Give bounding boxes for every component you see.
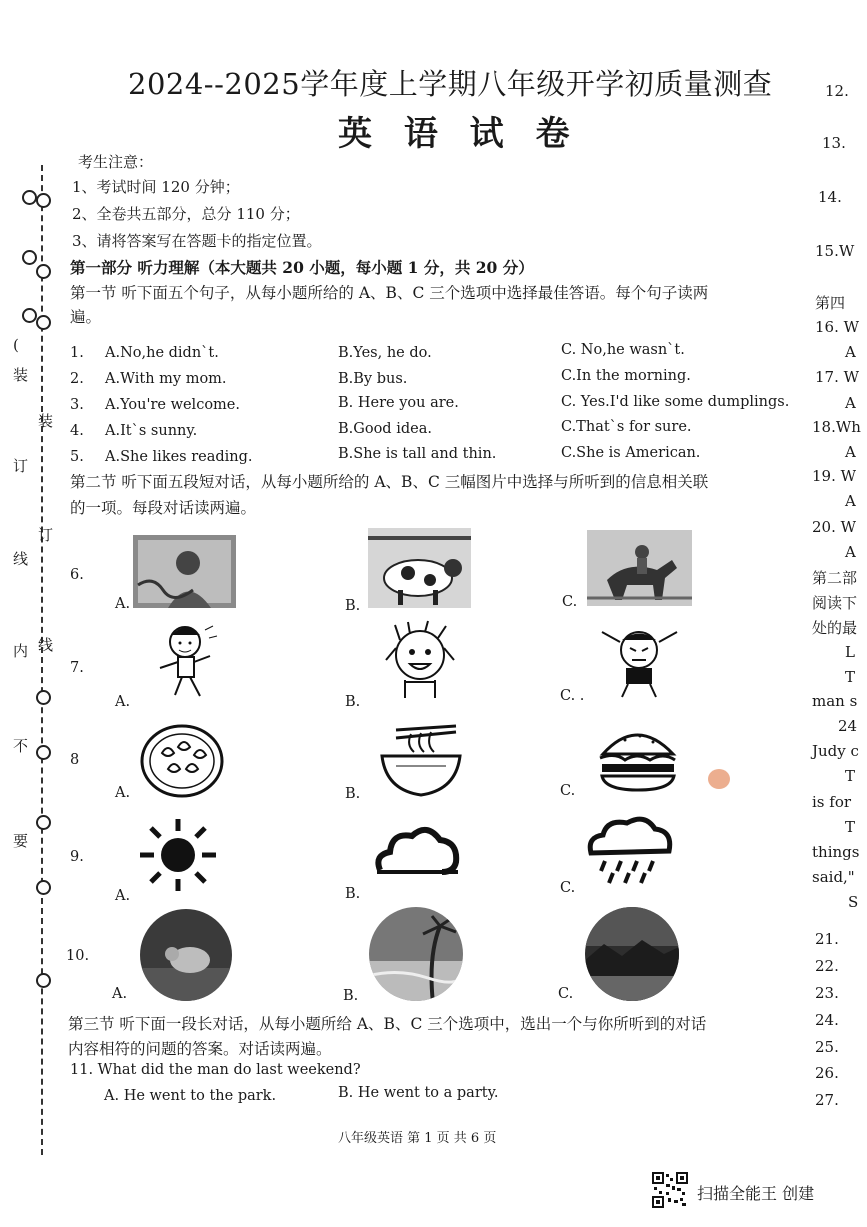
cow-photo-icon	[368, 528, 471, 608]
cut-text: things	[812, 843, 860, 861]
option-a: A. He went to the park.	[104, 1088, 277, 1104]
cut-text: 处的最	[812, 619, 858, 637]
option-b: B. Here you are.	[338, 395, 459, 411]
cut-text: A	[845, 443, 856, 461]
cut-text: S	[848, 893, 859, 911]
option-c: C.	[562, 594, 578, 610]
option-a: A.She likes reading.	[105, 449, 253, 465]
sec2-instruction: 第二节 听下面五段短对话，从每小题所给的 A、B、C 三幅图片中选择与所听到的信息相关联	[70, 473, 709, 491]
binding-hole	[36, 315, 51, 330]
binding-hole	[36, 690, 51, 705]
question-number: 5.	[70, 449, 84, 465]
option-b: B.She is tall and thin.	[338, 446, 497, 462]
option-a: A.With my mom.	[105, 371, 227, 387]
binding-char: 要	[13, 832, 29, 850]
cut-text: 15.W	[815, 242, 855, 260]
sec1-instruction-2: 遍。	[70, 308, 102, 326]
option-c: C.That`s for sure.	[561, 419, 692, 435]
option-c: C.	[560, 783, 576, 799]
cut-text: 20. W	[812, 518, 857, 536]
cut-text: L	[845, 643, 855, 661]
cut-text: 16. W	[815, 318, 860, 336]
sec3-instruction: 第三节 听下面一段长对话，从每小题所给 A、B、C 三个选项中，选出一个与你所听到的对话	[68, 1015, 707, 1033]
cut-text: 13.	[822, 134, 846, 152]
cut-text: A	[845, 394, 856, 412]
question-number: 8	[70, 752, 80, 768]
question-number: 1.	[70, 345, 84, 361]
cut-text: 14.	[818, 188, 842, 206]
binding-char: 线	[13, 550, 29, 568]
option-a: A.	[115, 785, 131, 801]
happy-boy-icon	[380, 620, 460, 700]
cut-text: T	[845, 818, 856, 836]
option-b: B. He went to a party.	[338, 1085, 499, 1101]
question-stem: 11. What did the man do last weekend?	[70, 1062, 361, 1078]
binding-hole	[36, 973, 51, 988]
cut-text: 阅读下	[812, 594, 858, 612]
cut-text: T	[845, 767, 856, 785]
binding-char: (	[13, 336, 19, 354]
question-number: 10.	[66, 948, 90, 964]
rain-icon	[585, 815, 675, 885]
option-b: B.	[345, 598, 361, 614]
binding-hole	[36, 745, 51, 760]
option-b: B.	[345, 694, 361, 710]
dumplings-icon	[140, 723, 225, 798]
option-c: C.In the morning.	[561, 368, 691, 384]
cut-text: man s	[812, 692, 858, 710]
sec3-instruction-2: 内容相符的问题的答案。对话读两遍。	[68, 1040, 332, 1058]
stain-mark	[708, 769, 730, 789]
cut-text: 第四	[815, 294, 846, 312]
cut-text: A	[845, 343, 856, 361]
exam-title: 2024--2025学年度上学期八年级开学初质量测查	[128, 67, 773, 101]
question-number: 4.	[70, 423, 84, 439]
cut-text: is for	[812, 793, 852, 811]
option-a: A.You're welcome.	[105, 397, 240, 413]
scanner-watermark: 扫描全能王 创建	[697, 1184, 815, 1203]
cut-text: 27.	[815, 1091, 839, 1109]
note-item: 3、请将答案写在答题卡的指定位置。	[72, 232, 322, 250]
question-number: 6.	[70, 567, 84, 583]
cut-text: 12.	[825, 82, 849, 100]
option-a: A.	[115, 596, 131, 612]
option-a: A.No,he didn`t.	[105, 345, 219, 361]
option-b: B.	[345, 786, 361, 802]
sec2-instruction-2: 的一项。每段对话读两遍。	[70, 499, 257, 517]
beach-photo-icon	[368, 906, 465, 1003]
part1-title: 第一部分 听力理解（本大题共 20 小题，每小题 1 分，共 20 分）	[70, 258, 534, 277]
portrait-photo-icon	[133, 535, 236, 608]
option-c: C. Yes.I'd like some dumplings.	[561, 394, 790, 410]
option-a: A.It`s sunny.	[105, 423, 198, 439]
cut-text: T	[845, 668, 856, 686]
option-c: C. .	[560, 688, 585, 704]
cut-text: said,"	[812, 868, 855, 886]
binding-hole	[22, 308, 37, 323]
binding-hole	[36, 193, 51, 208]
cut-text: 24.	[815, 1011, 839, 1029]
question-number: 9.	[70, 849, 84, 865]
binding-hole	[36, 264, 51, 279]
hamburger-icon	[595, 720, 680, 795]
cut-text: 23.	[815, 984, 839, 1002]
cut-text: 17. W	[815, 368, 860, 386]
option-a: A.	[115, 694, 131, 710]
question-number: 3.	[70, 397, 84, 413]
sun-icon	[136, 815, 221, 895]
cut-text: 第二部	[812, 569, 858, 587]
notes-heading: 考生注意：	[78, 153, 154, 171]
cut-text: 26.	[815, 1064, 839, 1082]
page-footer: 八年级英语 第 1 页 共 6 页	[338, 1131, 497, 1146]
option-b: B.Good idea.	[338, 421, 432, 437]
qr-code-icon	[652, 1172, 688, 1208]
binding-char: 订	[38, 526, 54, 544]
option-b: B.Yes, he do.	[338, 345, 432, 361]
binding-hole	[22, 190, 37, 205]
option-b: B.By bus.	[338, 371, 408, 387]
binding-char: 订	[13, 457, 29, 475]
binding-char: 装	[13, 366, 29, 384]
option-c: C.	[560, 880, 576, 896]
binding-line	[41, 165, 43, 1155]
option-a: A.	[112, 986, 128, 1002]
option-c: C.She is American.	[561, 445, 701, 461]
cut-text: 18.Wh	[812, 418, 861, 436]
option-b: B.	[345, 886, 361, 902]
cloud-icon	[372, 820, 462, 880]
horse-rider-photo-icon	[587, 530, 692, 606]
note-item: 1、考试时间 120 分钟；	[72, 178, 240, 196]
exam-subtitle: 英 语 试 卷	[338, 114, 580, 154]
binding-hole	[22, 250, 37, 265]
binding-char: 内	[13, 642, 29, 660]
cut-text: 19. W	[812, 467, 857, 485]
binding-hole	[36, 815, 51, 830]
cut-text: 22.	[815, 957, 839, 975]
noodles-icon	[376, 720, 466, 800]
binding-char: 线	[38, 636, 54, 654]
question-number: 2.	[70, 371, 84, 387]
option-a: A.	[115, 888, 131, 904]
note-item: 2、全卷共五部分，总分 110 分；	[72, 205, 300, 223]
question-number: 7.	[70, 660, 84, 676]
cut-text: A	[845, 543, 856, 561]
cut-text: 25.	[815, 1038, 839, 1056]
option-b: B.	[343, 988, 359, 1004]
angry-boy-icon	[592, 622, 687, 700]
cut-text: 24	[838, 717, 858, 735]
sec1-instruction: 第一节 听下面五个句子，从每小题所给的 A、B、C 三个选项中选择最佳答语。每个句子读两	[70, 284, 709, 302]
binding-char: 不	[13, 737, 29, 755]
binding-hole	[36, 880, 51, 895]
binding-char: 装	[38, 412, 54, 430]
animal-photo-icon	[138, 908, 235, 1003]
cut-text: A	[845, 492, 856, 510]
option-c: C.	[558, 986, 574, 1002]
mountain-photo-icon	[584, 906, 681, 1003]
option-c: C. No,he wasn`t.	[561, 342, 685, 358]
cut-text: 21.	[815, 930, 839, 948]
running-boy-icon	[145, 620, 235, 705]
cut-text: Judy c	[812, 742, 859, 760]
